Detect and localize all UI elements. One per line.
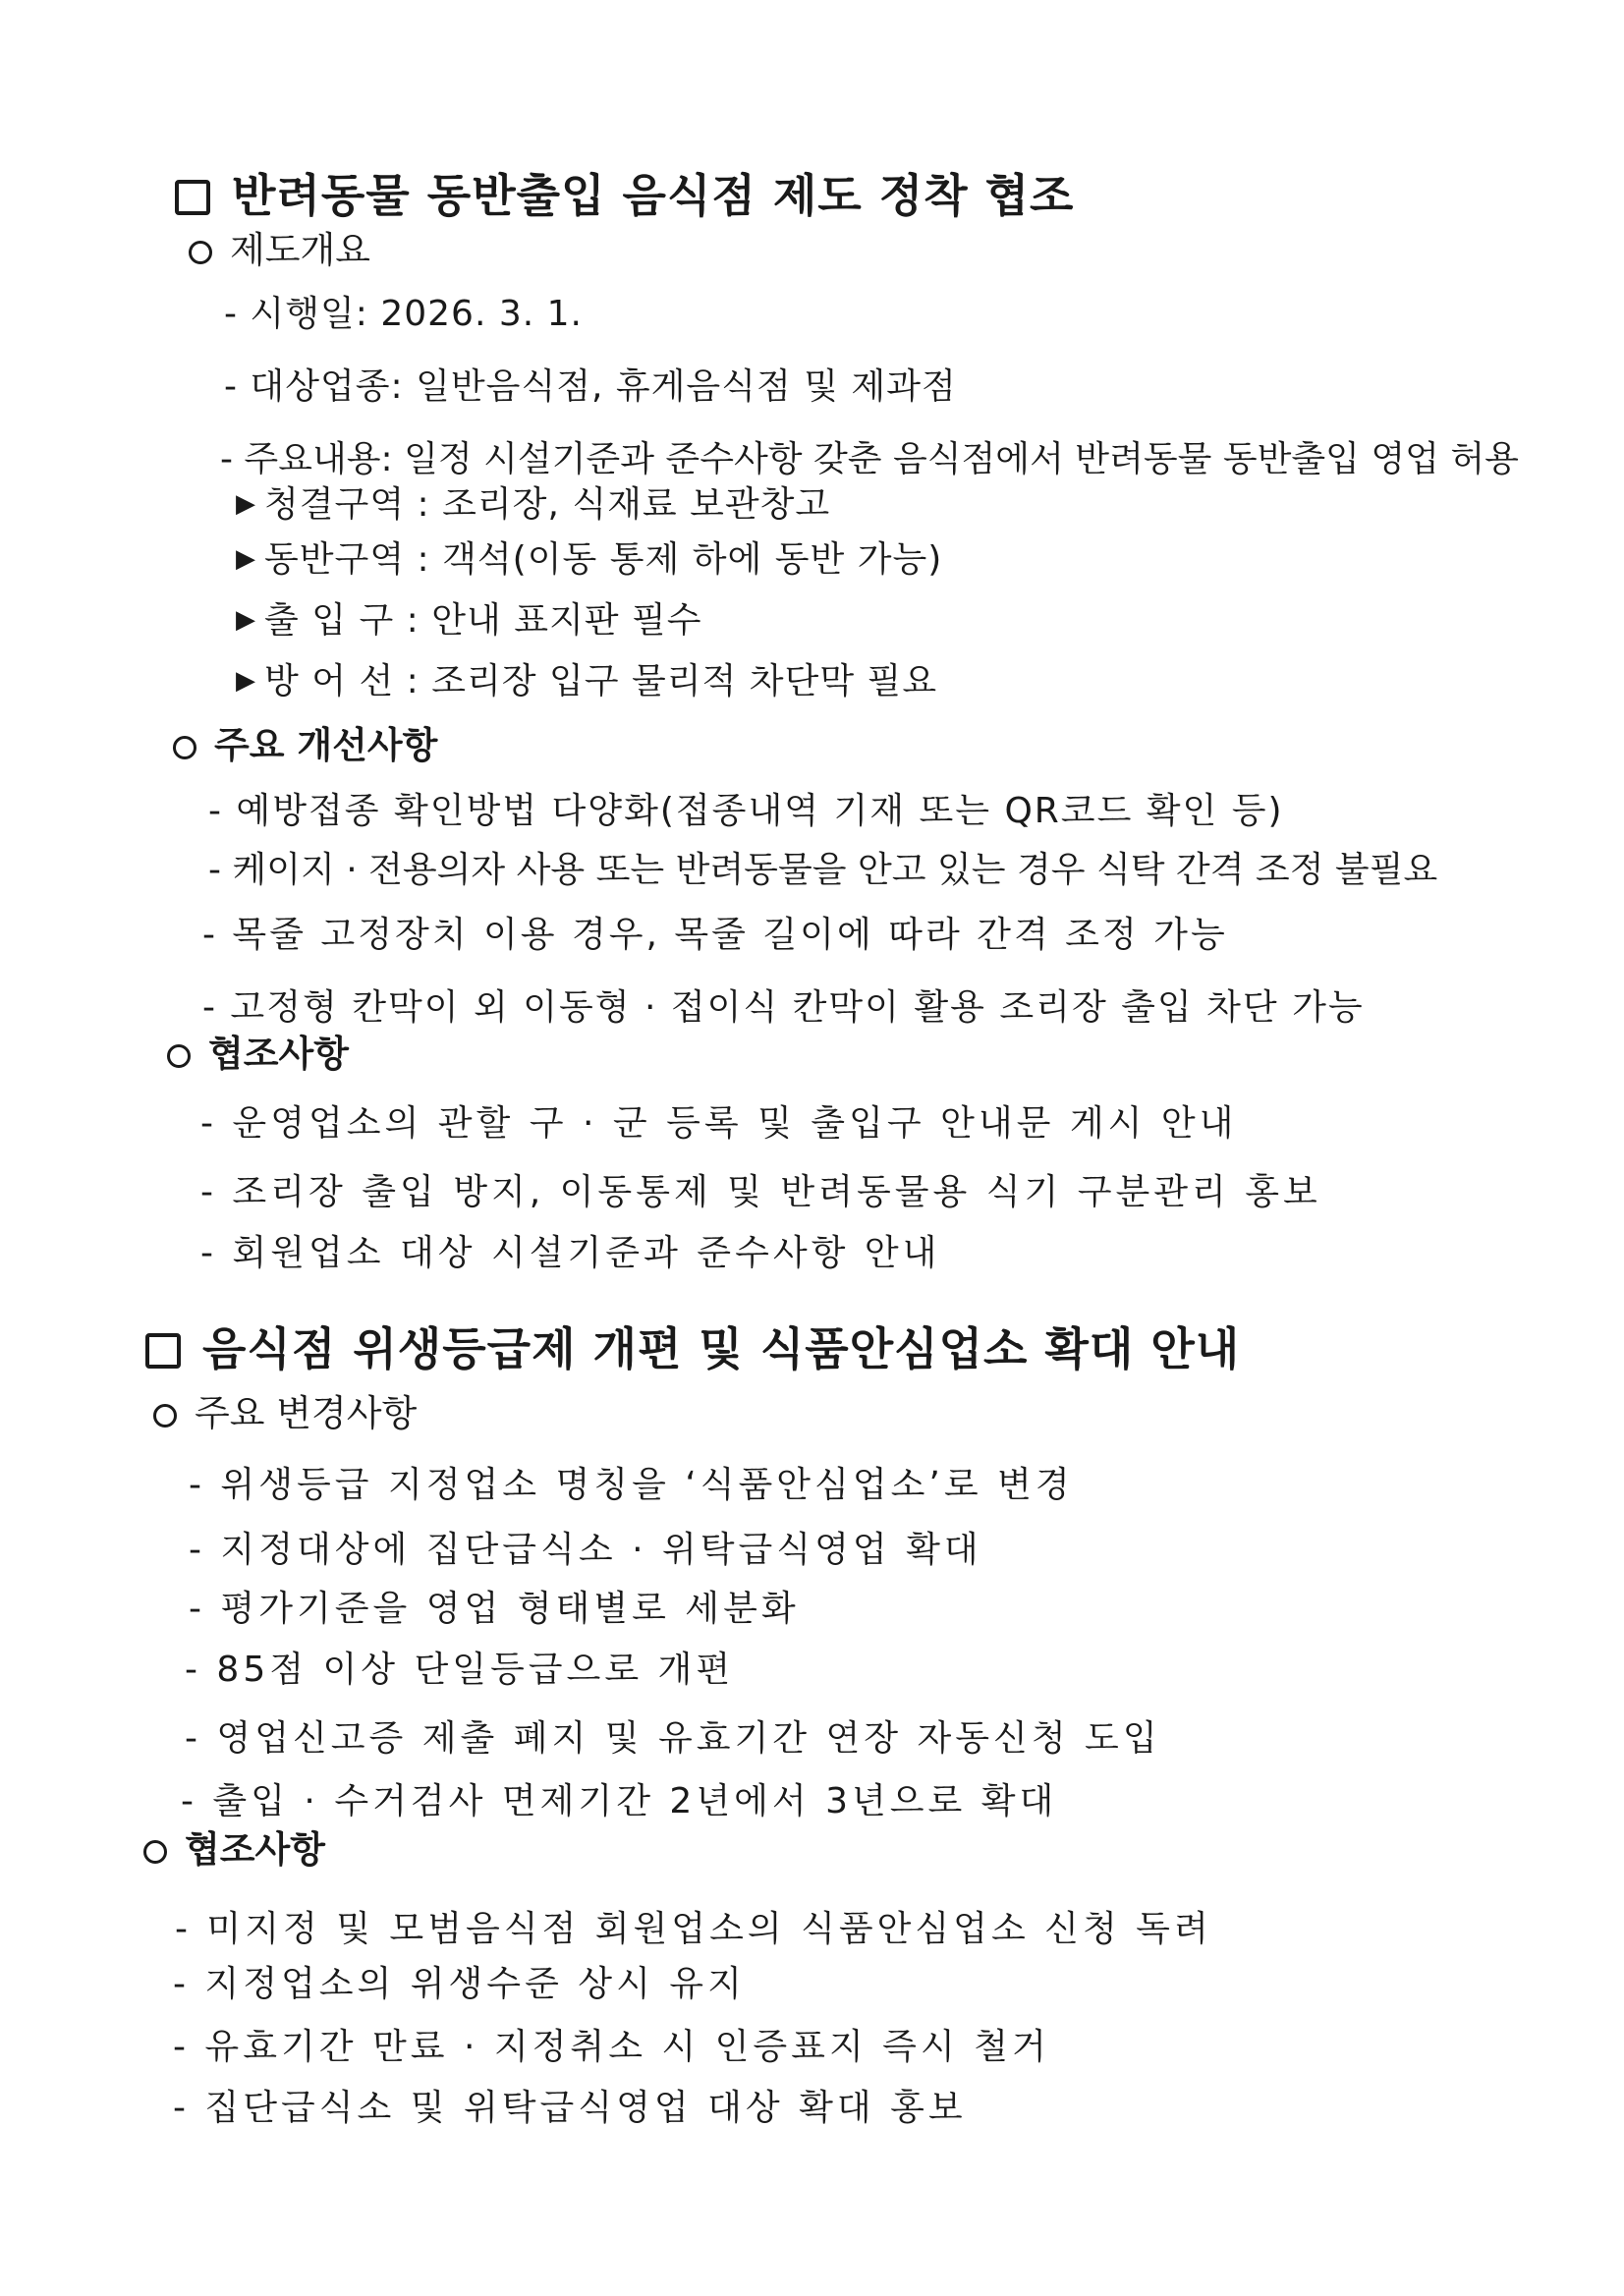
section-title: 반려동물 동반출입 음식점 제도 정착 협조 bbox=[175, 173, 1075, 218]
circle-bullet-icon bbox=[189, 241, 212, 264]
subsection-heading: 협조사항 bbox=[143, 1831, 325, 1868]
checkbox-square-icon bbox=[175, 180, 210, 215]
list-item: - 고정형 칸막이 외 이동형 · 접이식 칸막이 활용 조리장 출입 차단 가능 bbox=[202, 987, 1365, 1028]
checkbox-square-icon bbox=[145, 1333, 181, 1369]
circle-bullet-icon bbox=[143, 1840, 167, 1864]
list-item: - 지정대상에 집단급식소 · 위탁급식영업 확대 bbox=[189, 1530, 982, 1570]
list-item: - 출입 · 수거검사 면제기간 2년에서 3년으로 확대 bbox=[181, 1781, 1058, 1821]
list-item: - 예방접종 확인방법 다양화(접종내역 기재 또는 QR코드 확인 등) bbox=[208, 791, 1284, 831]
list-item: - 지정업소의 위생수준 상시 유지 bbox=[173, 1964, 746, 2004]
list-item: - 시행일: 2026. 3. 1. bbox=[224, 294, 583, 334]
detail-item: ▶ 출 입 구 : 안내 표지판 필수 bbox=[236, 600, 702, 641]
section-title: 음식점 위생등급제 개편 및 식품안심업소 확대 안내 bbox=[145, 1326, 1240, 1372]
list-item: - 주요내용: 일정 시설기준과 준수사항 갖춘 음식점에서 반려동물 동반출입 영업 허용 bbox=[220, 439, 1519, 479]
triangle-bullet-icon: ▶ bbox=[236, 666, 256, 696]
list-item: - 위생등급 지정업소 명칭을 ‘식품안심업소’로 변경 bbox=[189, 1465, 1074, 1505]
list-item: - 조리장 출입 방지, 이동통제 및 반려동물용 식기 구분관리 홍보 bbox=[200, 1172, 1321, 1212]
circle-bullet-icon bbox=[153, 1404, 177, 1428]
triangle-bullet-icon: ▶ bbox=[236, 544, 256, 574]
subsection-heading: 제도개요 bbox=[189, 232, 370, 268]
detail-item: ▶ 방 어 선 : 조리장 입구 물리적 차단막 필요 bbox=[236, 661, 938, 701]
list-item: - 운영업소의 관할 구 · 군 등록 및 출입구 안내문 게시 안내 bbox=[200, 1103, 1238, 1144]
list-item: - 회원업소 대상 시설기준과 준수사항 안내 bbox=[200, 1233, 941, 1273]
list-item: - 유효기간 만료 · 지정취소 시 인증표지 즉시 철거 bbox=[173, 2027, 1050, 2067]
circle-bullet-icon bbox=[167, 1044, 191, 1068]
triangle-bullet-icon: ▶ bbox=[236, 605, 256, 635]
list-item: - 미지정 및 모범음식점 회원업소의 식품안심업소 신청 독려 bbox=[175, 1909, 1212, 1949]
triangle-bullet-icon: ▶ bbox=[236, 489, 256, 519]
list-item: - 집단급식소 및 위탁급식영업 대상 확대 홍보 bbox=[173, 2088, 967, 2128]
list-item: - 평가기준을 영업 형태별로 세분화 bbox=[189, 1589, 800, 1629]
subsection-heading: 주요 개선사항 bbox=[173, 727, 437, 763]
detail-item: ▶ 동반구역 : 객석(이동 통제 하에 동반 가능) bbox=[236, 539, 943, 580]
subsection-heading: 협조사항 bbox=[167, 1036, 349, 1072]
circle-bullet-icon bbox=[173, 736, 196, 759]
list-item: - 목줄 고정장치 이용 경우, 목줄 길이에 따라 간격 조정 가능 bbox=[202, 915, 1228, 955]
subsection-heading: 주요 변경사항 bbox=[153, 1395, 417, 1431]
list-item: - 85점 이상 단일등급으로 개편 bbox=[185, 1650, 735, 1690]
list-item: - 케이지 · 전용의자 사용 또는 반려동물을 안고 있는 경우 식탁 간격 조정 불필요 bbox=[208, 850, 1438, 890]
list-item: - 영업신고증 제출 폐지 및 유효기간 연장 자동신청 도입 bbox=[185, 1718, 1161, 1759]
list-item: - 대상업종: 일반음식점, 휴게음식점 및 제과점 bbox=[224, 366, 957, 407]
detail-item: ▶ 청결구역 : 조리장, 식재료 보관창고 bbox=[236, 484, 831, 525]
